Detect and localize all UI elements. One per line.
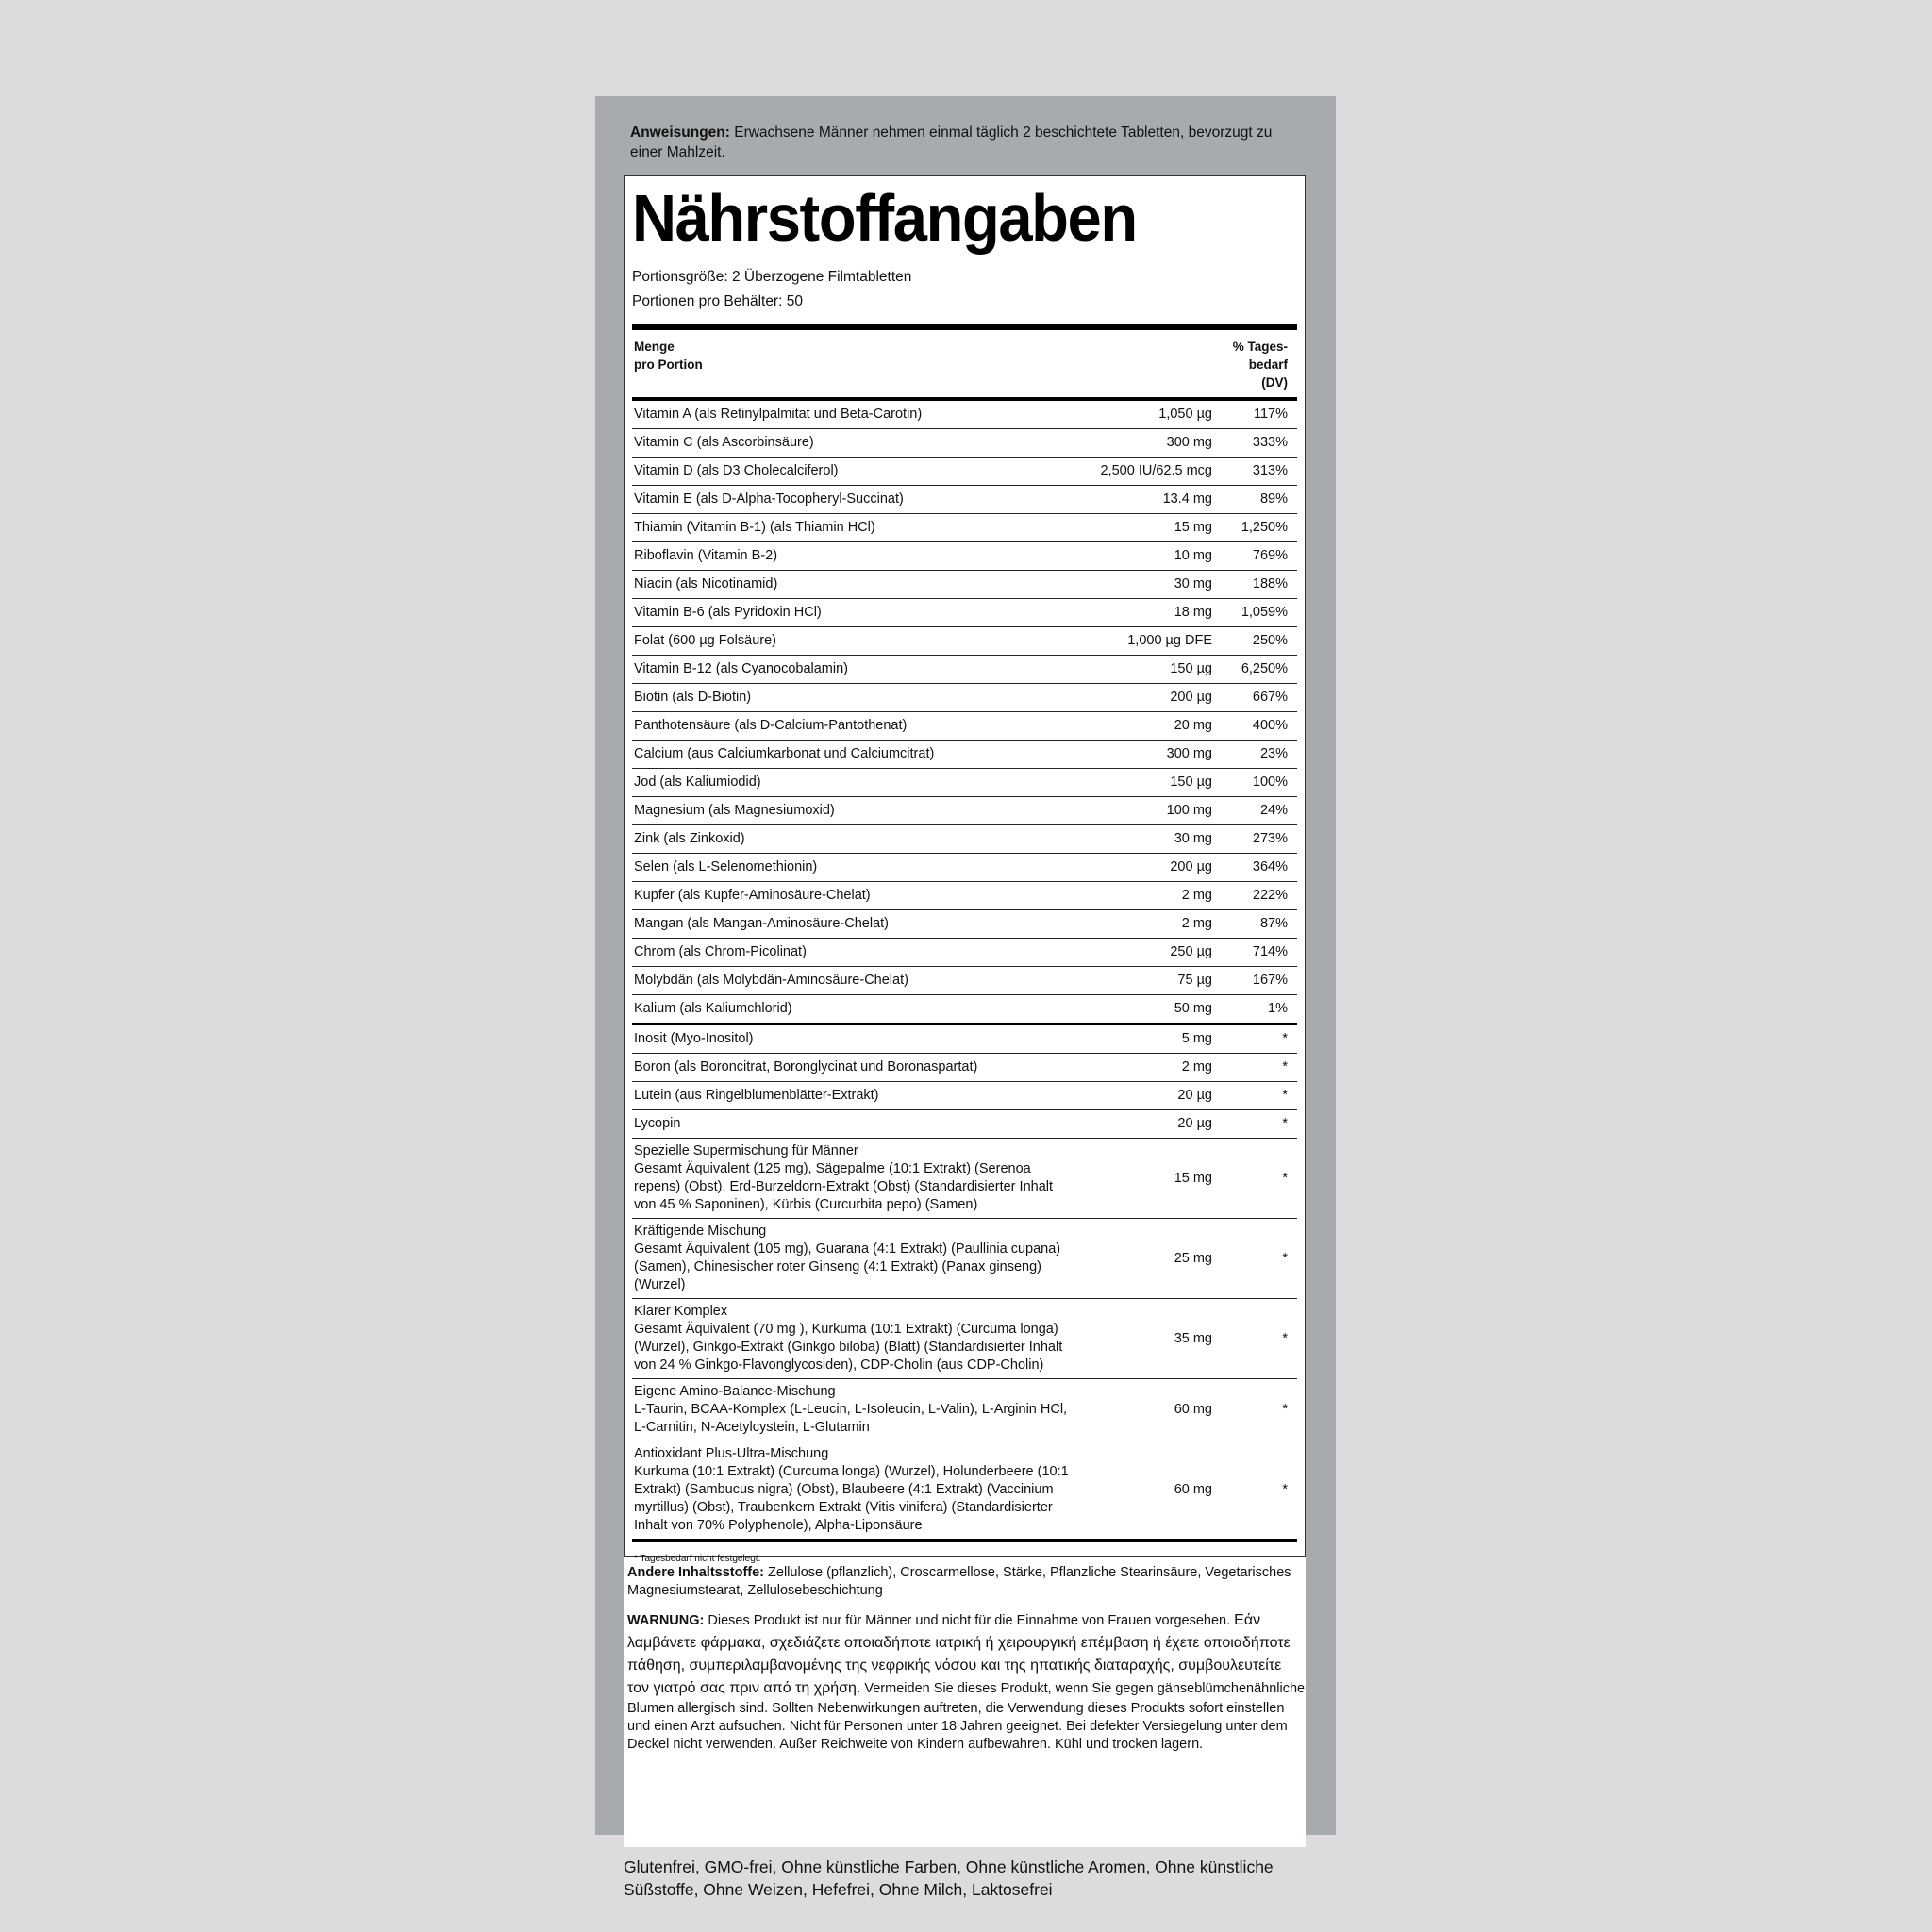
table-row [632, 627, 1297, 656]
warning-text-1: Dieses Produkt ist nur für Männer und nicht für die Einnahme von Frauen vorgesehen. [704, 1613, 1235, 1628]
nutrient-amount: 30 mg [1088, 571, 1220, 599]
nutrient-dv: 273% [1220, 825, 1297, 854]
nutrient-dv: 89% [1220, 486, 1297, 514]
header-amount-line1: Menge [634, 340, 675, 354]
blend-description [632, 1219, 1088, 1299]
table-row [632, 797, 1297, 825]
table-row [632, 769, 1297, 797]
blend-ingredients: Gesamt Äquivalent (105 mg), Guarana (4:1 Extrakt) (Paullinia cupana) (Samen), Chinesischer roter Ginseng (4:1 Extrakt) (Panax ginseng) (Wurzel) [634, 1241, 1061, 1292]
nutrient-name: Vitamin E (als D-Alpha-Tocopheryl-Succinat) [632, 486, 1088, 514]
other-ingredients-text: Zellulose (pflanzlich), Croscarmellose, Stärke, Pflanzliche Stearinsäure, Vegetarisches Magnesiumstearat, Zellulosebeschichtung [627, 1565, 1291, 1598]
nutrient-dv: 24% [1220, 797, 1297, 825]
nutrient-dv: 100% [1220, 769, 1297, 797]
blend-amount: 35 mg [1088, 1299, 1220, 1379]
table-row [632, 712, 1297, 741]
nutrient-amount: 2 mg [1088, 1054, 1220, 1082]
blend-amount: 15 mg [1088, 1139, 1220, 1219]
nutrient-dv: 667% [1220, 684, 1297, 712]
header-amount-line2: pro Portion [634, 358, 703, 372]
nutrient-dv: 400% [1220, 712, 1297, 741]
nutrient-amount: 30 mg [1088, 825, 1220, 854]
footnote: * Tagesbedarf nicht festgelegt. [634, 1554, 761, 1564]
nutrient-amount: 2 mg [1088, 910, 1220, 939]
nutrient-name: Biotin (als D-Biotin) [632, 684, 1088, 712]
nutrient-dv: 333% [1220, 429, 1297, 458]
blend-ingredients: L-Taurin, BCAA-Komplex (L-Leucin, L-Isoleucin, L-Valin), L-Arginin HCl, L-Carnitin, N-Acetylcystein, L-Glutamin [634, 1402, 1068, 1435]
serving-info [632, 265, 1297, 314]
nutrient-name: Mangan (als Mangan-Aminosäure-Chelat) [632, 910, 1088, 939]
table-row [632, 741, 1297, 769]
table-row [632, 882, 1297, 910]
blend-title: Antioxidant Plus-Ultra-Mischung [634, 1446, 829, 1461]
nutrient-amount: 13.4 mg [1088, 486, 1220, 514]
nutrient-name: Riboflavin (Vitamin B-2) [632, 542, 1088, 571]
blend-row [632, 1441, 1297, 1541]
blend-dv: * [1220, 1219, 1297, 1299]
nutrient-amount: 150 µg [1088, 656, 1220, 684]
nutrient-amount: 20 µg [1088, 1082, 1220, 1110]
nutrient-name: Panthotensäure (als D-Calcium-Pantothenat) [632, 712, 1088, 741]
blend-description [632, 1379, 1088, 1441]
nutrition-facts-box [624, 175, 1306, 1564]
nutrient-amount: 2 mg [1088, 882, 1220, 910]
table-header [632, 330, 1297, 397]
blend-row [632, 1219, 1297, 1299]
blend-title: Klarer Komplex [634, 1304, 728, 1319]
nutrient-dv: 23% [1220, 741, 1297, 769]
nutrient-dv: 250% [1220, 627, 1297, 656]
nutrient-name: Jod (als Kaliumiodid) [632, 769, 1088, 797]
blend-dv: * [1220, 1441, 1297, 1541]
table-row [632, 571, 1297, 599]
blend-dv: * [1220, 1299, 1297, 1379]
facts-title: Nährstoffangaben [632, 181, 1137, 255]
free-from-claims: Glutenfrei, GMO-frei, Ohne künstliche Farben, Ohne künstliche Aromen, Ohne künstliche Süßstoffe, Ohne Weizen, Hefefrei, Ohne Milch, Laktosefrei [624, 1857, 1274, 1899]
warning [627, 1609, 1307, 1754]
nutrient-dv: * [1220, 1082, 1297, 1110]
nutrient-dv: 167% [1220, 967, 1297, 995]
nutrient-amount: 250 µg [1088, 939, 1220, 967]
nutrient-name: Lycopin [632, 1110, 1088, 1139]
warning-text-2: Vermeiden Sie dieses Produkt, wenn Sie gegen gänseblümchenähnliche Blumen allergisch sind. Sollten Nebenwirkungen auftreten, die Verwendung dieses Produkts sofort einstellen und einen Arzt aufsuchen. Nicht für Personen unter 18 Jahren geeignet. Bei defekter Versiegelung unter dem Deckel nicht verwenden. Außer Reichweite von Kindern aufbewahren. Kühl und trocken lagern. [627, 1681, 1306, 1752]
table-row [632, 995, 1297, 1024]
nutrient-amount: 100 mg [1088, 797, 1220, 825]
nutrient-name: Folat (600 µg Folsäure) [632, 627, 1088, 656]
table-row [632, 514, 1297, 542]
blend-amount: 60 mg [1088, 1441, 1220, 1541]
blend-description [632, 1299, 1088, 1379]
nutrient-amount: 50 mg [1088, 995, 1220, 1024]
table-row [632, 967, 1297, 995]
table-row [632, 1024, 1297, 1054]
nutrient-amount: 300 mg [1088, 429, 1220, 458]
blend-title: Eigene Amino-Balance-Mischung [634, 1384, 836, 1399]
nutrient-dv: 364% [1220, 854, 1297, 882]
nutrient-dv: 714% [1220, 939, 1297, 967]
nutrient-amount: 20 mg [1088, 712, 1220, 741]
label-panel [595, 96, 1336, 1899]
nutrient-amount: 150 µg [1088, 769, 1220, 797]
blend-description [632, 1441, 1088, 1541]
nutrient-dv: 188% [1220, 571, 1297, 599]
blend-amount: 60 mg [1088, 1379, 1220, 1441]
nutrient-name: Thiamin (Vitamin B-1) (als Thiamin HCl) [632, 514, 1088, 542]
nutrient-amount: 5 mg [1088, 1024, 1220, 1054]
nutrient-dv: * [1220, 1110, 1297, 1139]
nutrient-name: Vitamin D (als D3 Cholecalciferol) [632, 458, 1088, 486]
nutrient-name: Kupfer (als Kupfer-Aminosäure-Chelat) [632, 882, 1088, 910]
blend-row [632, 1299, 1297, 1379]
blend-amount: 25 mg [1088, 1219, 1220, 1299]
header-dv-line1: % Tages- [1232, 340, 1288, 354]
nutrient-name: Kalium (als Kaliumchlorid) [632, 995, 1088, 1024]
nutrient-amount: 18 mg [1088, 599, 1220, 627]
nutrient-amount: 200 µg [1088, 684, 1220, 712]
nutrient-dv: * [1220, 1024, 1297, 1054]
table-row [632, 486, 1297, 514]
nutrient-name: Vitamin B-6 (als Pyridoxin HCl) [632, 599, 1088, 627]
nutrient-name: Selen (als L-Selenomethionin) [632, 854, 1088, 882]
table-row [632, 910, 1297, 939]
nutrient-dv: 222% [1220, 882, 1297, 910]
blend-ingredients: Kurkuma (10:1 Extrakt) (Curcuma longa) (Wurzel), Holunderbeere (10:1 Extrakt) (Sambucus nigra) (Obst), Blaubeere (4:1 Extrakt) (Vaccinium myrtillus) (Obst), Traubenkern Extrakt (Vitis vinifera) (Standardisierter Inhalt von 70% Polyphenole), Alpha-Liponsäure [634, 1464, 1069, 1533]
other-ingredients-label: Andere Inhaltsstoffe: [627, 1565, 765, 1580]
nutrient-dv: * [1220, 1054, 1297, 1082]
blend-row [632, 1379, 1297, 1441]
table-row [632, 939, 1297, 967]
nutrient-name: Inosit (Myo-Inositol) [632, 1024, 1088, 1054]
table-row [632, 542, 1297, 571]
table-row [632, 458, 1297, 486]
nutrient-name: Lutein (aus Ringelblumenblätter-Extrakt) [632, 1082, 1088, 1110]
nutrient-amount: 75 µg [1088, 967, 1220, 995]
table-row [632, 684, 1297, 712]
nutrient-amount: 300 mg [1088, 741, 1220, 769]
table-row [632, 656, 1297, 684]
nutrient-name: Chrom (als Chrom-Picolinat) [632, 939, 1088, 967]
nutrient-amount: 1,000 µg DFE [1088, 627, 1220, 656]
blend-ingredients: Gesamt Äquivalent (70 mg ), Kurkuma (10:1 Extrakt) (Curcuma longa) (Wurzel), Ginkgo-Extrakt (Ginkgo biloba) (Blatt) (Standardisierter Inhalt von 24 % Ginkgo-Flavonglycosiden), CDP-Cholin (aus CDP-Cholin) [634, 1322, 1063, 1373]
thick-divider [632, 324, 1297, 330]
warning-greek-text: Εάν λαμβάνετε φάρμακα, σχεδιάζετε οποιαδήποτε ιατρική ή χειρουργική επέμβαση ή έχετε οποιαδήποτε πάθηση, συμπεριλαμβανομένης της νεφρικής νόσου και της ηπατικής διαταραχής, συμβουλευτείτε τον γιατρό σας πριν από τη χρήση. [627, 1612, 1291, 1696]
table-row [632, 1110, 1297, 1139]
nutrient-name: Molybdän (als Molybdän-Aminosäure-Chelat) [632, 967, 1088, 995]
blend-ingredients: Gesamt Äquivalent (125 mg), Sägepalme (10:1 Extrakt) (Serenoa repens) (Obst), Erd-Burzeldorn-Extrakt (Obst) (Standardisierter Inhalt von 45 % Saponinen), Kürbis (Curcurbita pepo) (Samen) [634, 1161, 1054, 1212]
nutrient-dv: 1,250% [1220, 514, 1297, 542]
directions [630, 123, 1302, 162]
nutrient-name: Niacin (als Nicotinamid) [632, 571, 1088, 599]
table-row [632, 1054, 1297, 1082]
nutrient-table [632, 401, 1297, 1542]
directions-text: Erwachsene Männer nehmen einmal täglich 2 beschichtete Tabletten, bevorzugt zu einer Mahlzeit. [630, 125, 1273, 160]
nutrient-amount: 1,050 µg [1088, 401, 1220, 429]
nutrient-name: Magnesium (als Magnesiumoxid) [632, 797, 1088, 825]
blend-dv: * [1220, 1139, 1297, 1219]
table-row [632, 599, 1297, 627]
table-row [632, 429, 1297, 458]
nutrient-name: Vitamin A (als Retinylpalmitat und Beta-Carotin) [632, 401, 1088, 429]
nutrient-name: Vitamin B-12 (als Cyanocobalamin) [632, 656, 1088, 684]
nutrient-name: Vitamin C (als Ascorbinsäure) [632, 429, 1088, 458]
nutrient-dv: 313% [1220, 458, 1297, 486]
table-row [632, 1082, 1297, 1110]
nutrient-amount: 200 µg [1088, 854, 1220, 882]
directions-label: Anweisungen: [630, 125, 730, 141]
servings-per-container: Portionen pro Behälter: 50 [632, 293, 803, 309]
nutrient-dv: 1% [1220, 995, 1297, 1024]
nutrient-dv: 769% [1220, 542, 1297, 571]
table-row [632, 825, 1297, 854]
nutrient-dv: 6,250% [1220, 656, 1297, 684]
blend-description [632, 1139, 1088, 1219]
blend-row [632, 1139, 1297, 1219]
table-row [632, 401, 1297, 429]
header-dv-line3: (DV) [1261, 375, 1288, 390]
other-ingredients [627, 1564, 1307, 1600]
header-amount [634, 338, 703, 374]
blend-dv: * [1220, 1379, 1297, 1441]
nutrient-amount: 10 mg [1088, 542, 1220, 571]
nutrient-amount: 2,500 IU/62.5 mcg [1088, 458, 1220, 486]
nutrient-name: Zink (als Zinkoxid) [632, 825, 1088, 854]
nutrient-dv: 117% [1220, 401, 1297, 429]
serving-size: Portionsgröße: 2 Überzogene Filmtabletten [632, 269, 912, 285]
blend-title: Spezielle Supermischung für Männer [634, 1143, 858, 1158]
header-dv-line2: bedarf [1248, 358, 1288, 372]
table-row [632, 854, 1297, 882]
nutrient-amount: 15 mg [1088, 514, 1220, 542]
blend-title: Kräftigende Mischung [634, 1224, 767, 1239]
nutrient-dv: 87% [1220, 910, 1297, 939]
nutrient-dv: 1,059% [1220, 599, 1297, 627]
warning-label: WARNUNG: [627, 1613, 705, 1628]
nutrient-name: Calcium (aus Calciumkarbonat und Calciumcitrat) [632, 741, 1088, 769]
nutrient-amount: 20 µg [1088, 1110, 1220, 1139]
nutrient-name: Boron (als Boroncitrat, Boronglycinat und Boronaspartat) [632, 1054, 1088, 1082]
header-dv [1212, 338, 1295, 391]
